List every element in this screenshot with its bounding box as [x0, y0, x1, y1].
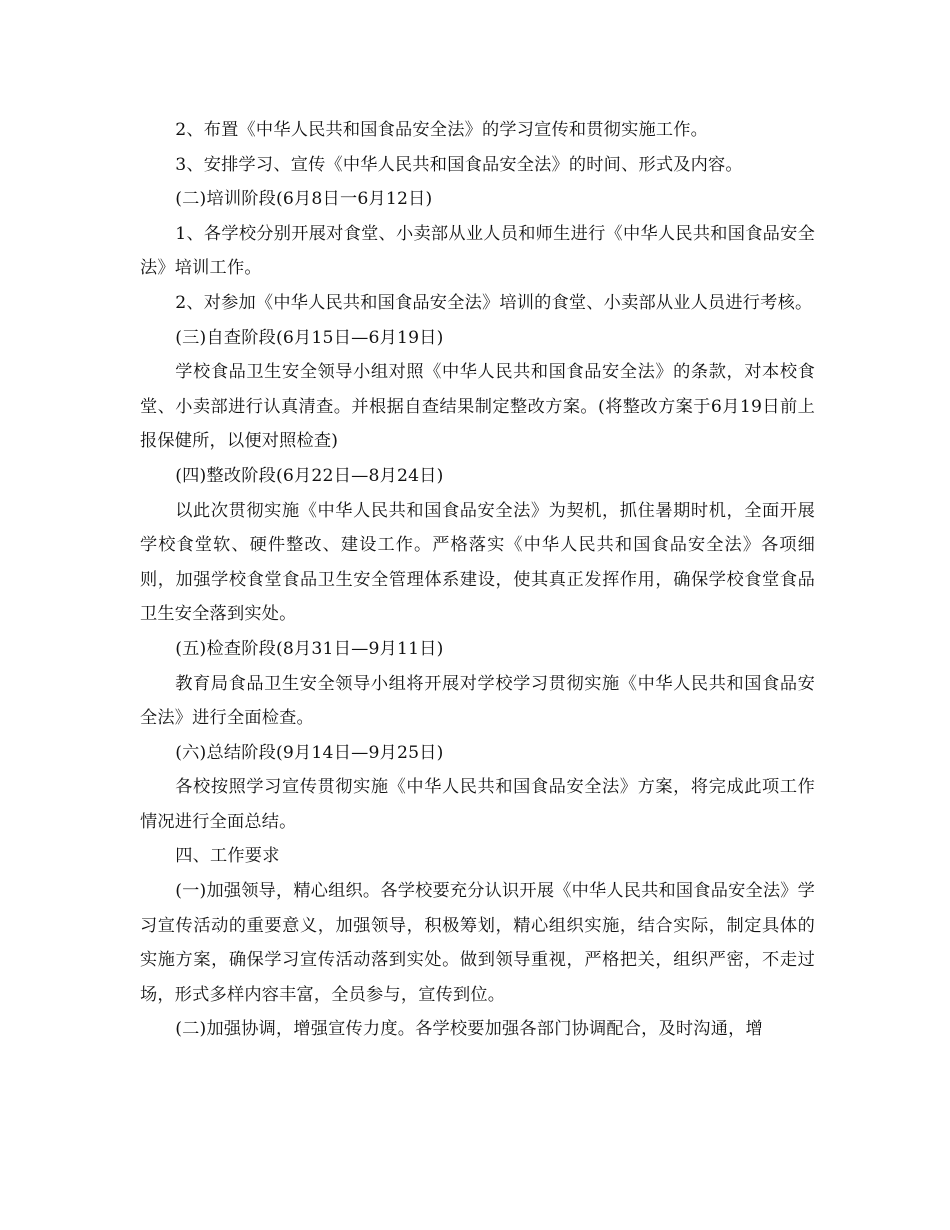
paragraph-inspection: 教育局食品卫生安全领导小组将开展对学校学习贯彻实施《中华人民共和国食品安全法》进行全面检查。 [140, 673, 815, 729]
section-heading-summary-stage: (六)总结阶段(9月14日—9月25日) [175, 742, 444, 763]
section-heading-inspection-stage: (五)检查阶段(8月31日—9月11日) [175, 638, 444, 659]
paragraph-self-check: 学校食品卫生安全领导小组对照《中华人民共和国食品安全法》的条款，对本校食堂、小卖部进行认真清查。并根据自查结果制定整改方案。(将整改方案于6月19日前上报保健所，以便对照检查) [140, 362, 815, 452]
paragraph-training-item-2: 2、对参加《中华人民共和国食品安全法》培训的食堂、小卖部从业人员进行考核。 [175, 292, 813, 313]
paragraph-item-2-publicity: 2、布置《中华人民共和国食品安全法》的学习宣传和贯彻实施工作。 [175, 120, 709, 140]
paragraph-requirement-leadership: (一)加强领导，精心组织。各学校要充分认识开展《中华人民共和国食品安全法》学习宣传活动的重要意义，加强领导，积极筹划，精心组织实施，结合实际，制定具体的实施方案，确保学习宣传活动落到实处。做到领导重视，严格把关，组织严密，不走过场，形式多样内容丰富，全员参与，宣传到位。 [140, 881, 816, 1005]
paragraph-rectification: 以此次贯彻实施《中华人民共和国食品安全法》为契机，抓住暑期时机，全面开展学校食堂软、硬件整改、建设工作。严格落实《中华人民共和国食品安全法》各项细则，加强学校食堂食品卫生安全管理体系建设，使其真正发挥作用，确保学校食堂食品卫生安全落到实处。 [140, 500, 815, 625]
paragraph-item-3-schedule: 3、安排学习、宣传《中华人民共和国食品安全法》的时间、形式及内容。 [175, 154, 743, 175]
paragraph-requirement-coordination: (二)加强协调，增强宣传力度。各学校要加强各部门协调配合，及时沟通，增 [175, 1019, 763, 1040]
section-heading-work-requirements: 四、工作要求 [175, 846, 280, 867]
paragraph-summary: 各校按照学习宣传贯彻实施《中华人民共和国食品安全法》方案，将完成此项工作情况进行全面总结。 [140, 777, 815, 832]
paragraph-training-item-1: 1、各学校分别开展对食堂、小卖部从业人员和师生进行《中华人民共和国食品安全法》培训工作。 [140, 223, 815, 279]
section-heading-rectification-stage: (四)整改阶段(6月22日—8月24日) [175, 465, 444, 486]
section-heading-self-check-stage: (三)自查阶段(6月15日—6月19日) [175, 327, 444, 348]
section-heading-training-stage: (二)培训阶段(6月8日一6月12日) [175, 189, 433, 210]
document-body [140, 113, 815, 1047]
